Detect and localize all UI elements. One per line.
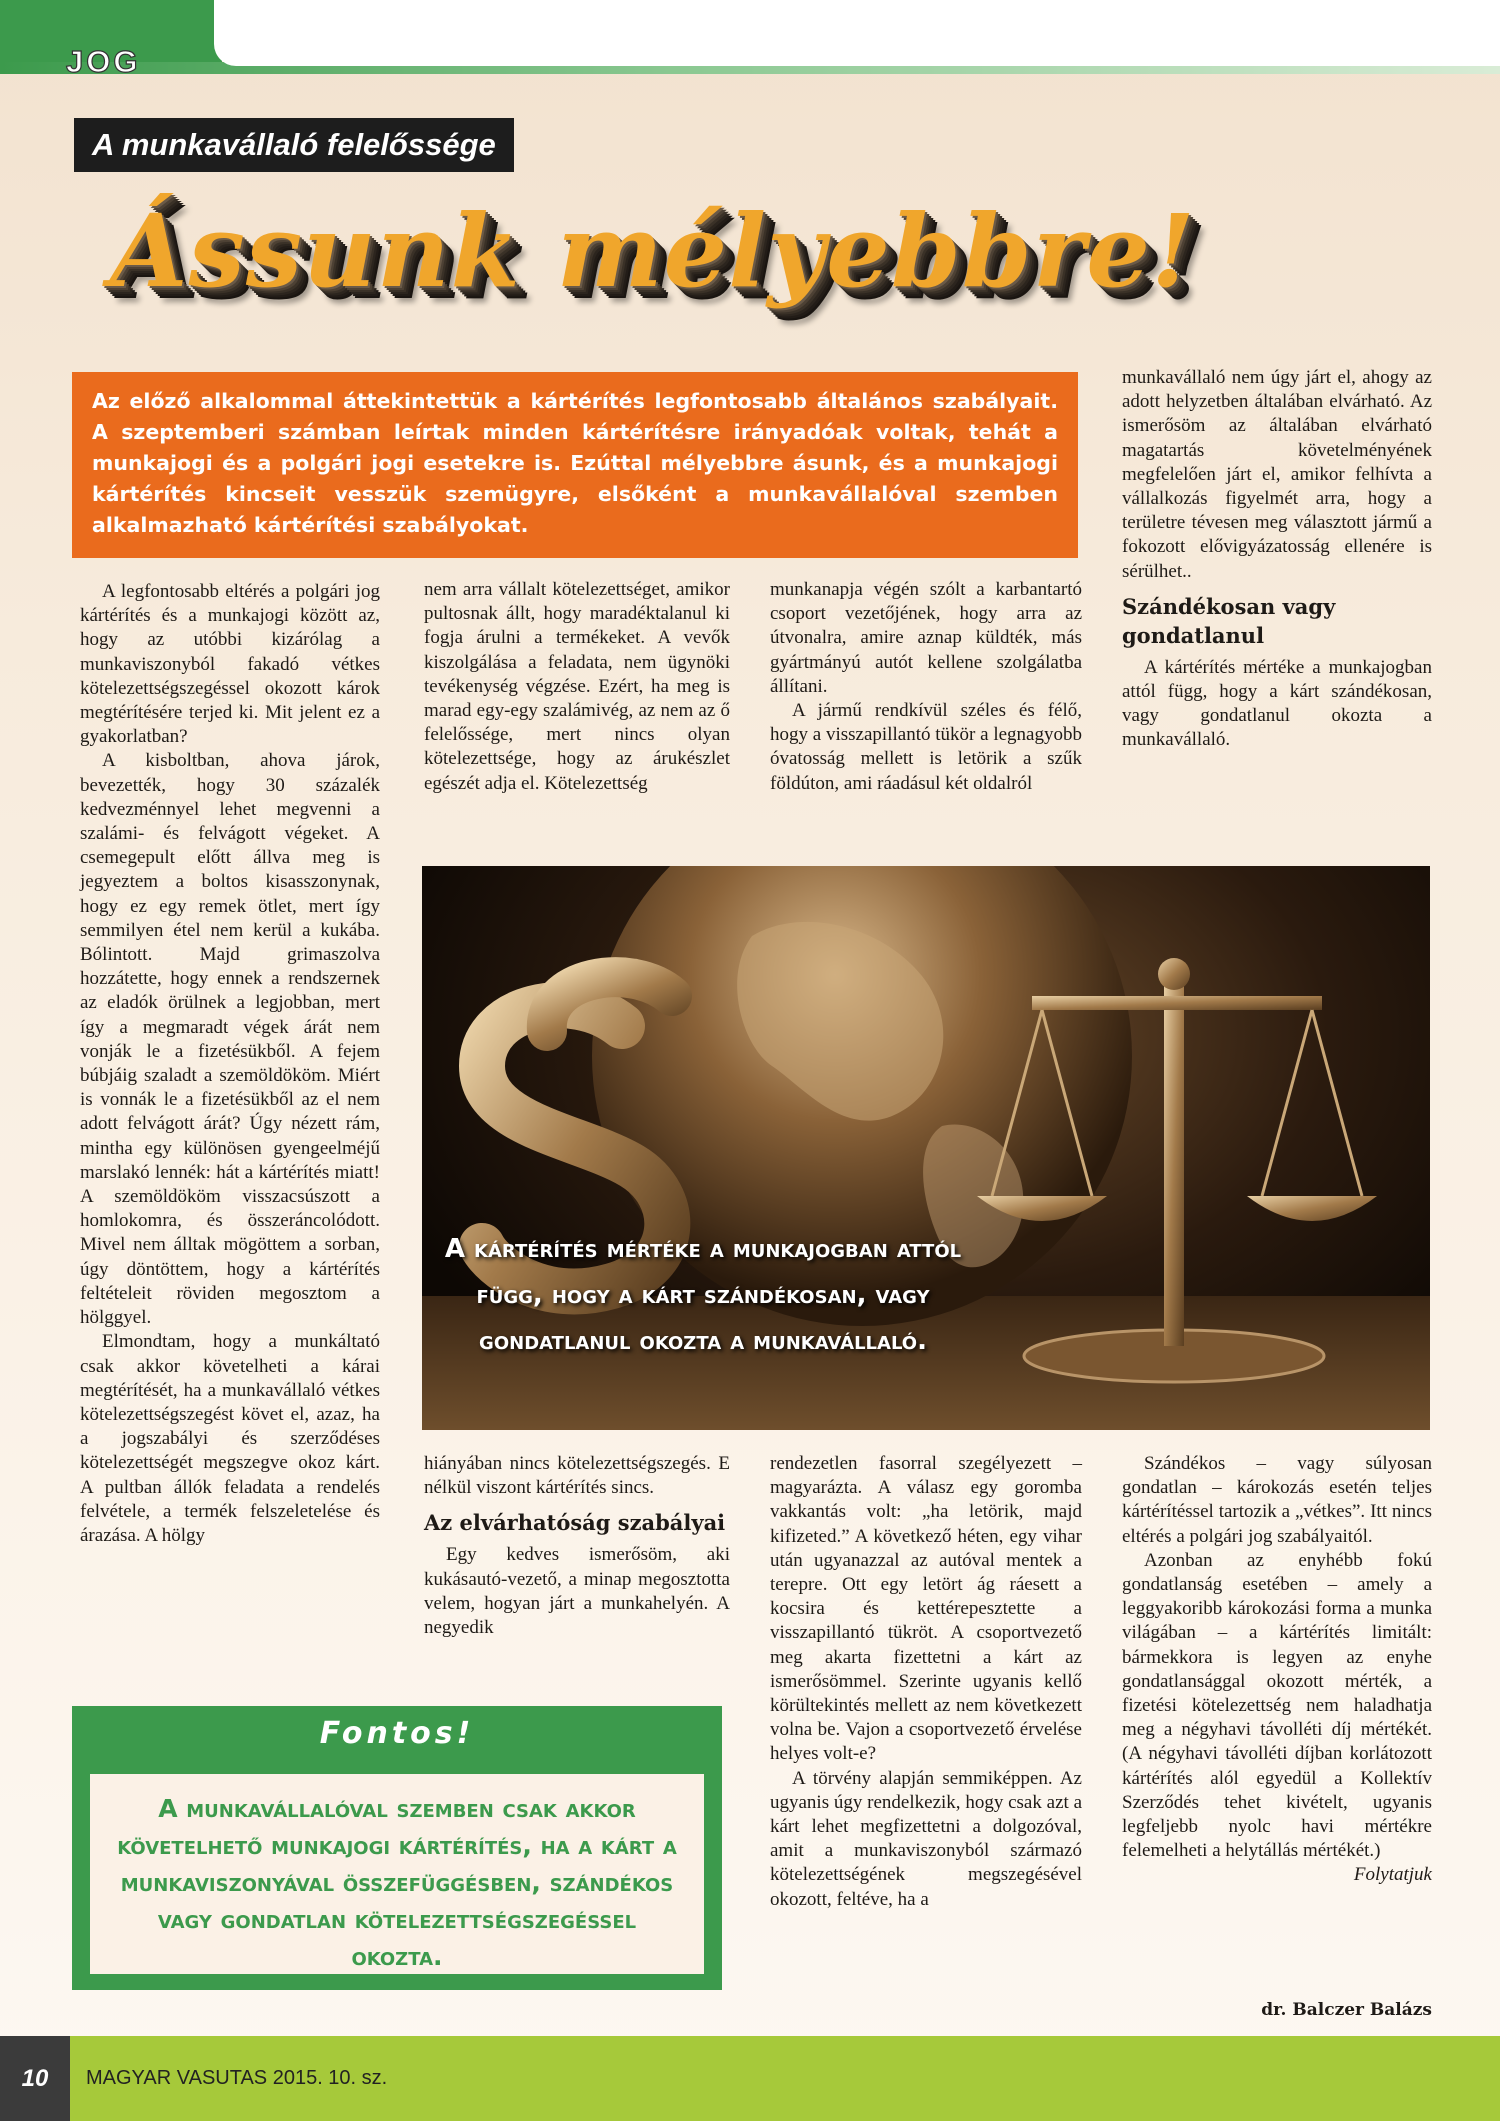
column-3-bottom [770,1452,1082,1912]
paragraph: A kisboltban, ahova járok, bevezették, hogy 30 százalék kedvezménnyel lehet megvenni a szalámi- és felvágott végeket. A csemegepult előtt állva meg is jegyeztem a boltos kisasszonynak, hogy ez egy remek ötlet, mert így semmilyen étel nem kerül a kukába. Bólintott. Majd grimaszolva hozzátette, hogy ennek a rendszernek az eladók örülnek a legjobban, mert így a megmaradt végek árát nem vonják le a fizetésükből. A fejem búbjáig szaladt a szemöldököm. Miért is vonnák le a fizetésükből az el nem adott felvágott árát? Úgy nézett rám, mintha egy különösen gyengeelméjű marslakó lennék: hát a kártérítés miatt! A szemöldököm visszacsúszott a homlokomra, és összeráncolódott. Mivel nem álltak mögöttem a sorban, úgy döntöttem, hogy a kártérítés feltételeit röviden megosztom a hölggyel. [80,750,380,1329]
subheading: Az elvárhatóság szabályai [424,1510,726,1536]
paragraph: A legfontosabb eltérés a polgári jog kártérítés és a munkajogi között az, hogy az utóbbi kizárólag a munkaviszonyból fakadó vétkes kötelezettségszegéssel okozott károk megtérítésére terjed ki. Mit jelent ez a gyakorlatban? [80,581,380,748]
headline: Ássunk mélyebbre! [110,192,1196,310]
column-1 [80,580,380,1548]
publication-name: MAGYAR VASUTAS 2015. 10. sz. [86,2067,388,2089]
column-2-top [424,578,730,796]
author-byline: dr. Balczer Balázs [1261,2000,1432,2020]
paragraph: A törvény alapján semmiképpen. Az ugyanis úgy rendelkezik, hogy csak azt a kárt lehet megfizettetni a dolgozóval, amit a munkaviszonyból származó kötelezettségének megszegésével okozott, feltéve, ha a [770,1767,1082,1910]
paragraph: Egy kedves ismerősöm, aki kukásautó-vezető, a minap megosztotta velem, hogyan járt a munkahelyén. A negyedik [424,1544,730,1639]
lead-box: Az előző alkalommal áttekintettük a kártérítés legfontosabb általános szabályait. A szeptemberi számban leírtak minden kártérítésre irányadóak voltak, tehát a munkajogi és a polgári jogi esetekre is. Ezúttal mélyebbre ásunk, és a munkajogi kártérítés kincseit vesszük szemügyre, elsőként a munkavállalóval szemben alkalmazható kártérítési szabályokat. [72,372,1078,558]
paragraph: munkavállaló nem úgy járt el, ahogy az adott helyzetben általában elvárható. Az ismerősöm az általában elvárható magatartás követelményének megfelelően járt el, amikor felhívta a vállalkozás figyelmét arra, hogy a területre tévesen meg választott jármű a fokozott elővigyázatosság ellenére is sérülhet.. [1122,367,1432,582]
scales-top [1158,958,1190,990]
page-number: 10 [0,2036,70,2121]
paragraph: Elmondtam, hogy a munkáltató csak akkor követelheti a kárai megtérítését, ha a munkavállaló vétkes kötelezettségszegést követ el, azaz, ha a jogszabályi és szerződéses kötelezettségét megszegve okoz kárt. A pultban állók feladata a rendelés felvétele, a termék felszeletelése és árazása. A hölgy [80,1331,380,1546]
scales-beam [1032,996,1322,1010]
fontos-box [72,1706,722,1990]
scales-chain [1262,1010,1312,1196]
paragraph: rendezetlen fasorral szegélyezett – magyarázta. A válasz egy goromba vakkantás volt: „ha letörik, majd kifizeted.” A következő héten, egy vihar után ugyanazzal az autóval mentek a terepre. Ott egy letört ág ráesett a kocsira és kettérepesztette a visszapillantó tükröt. A csoportvezető meg akarta fizettetni a kárt az ismerősömmel. Szerinte ugyanis kellő körültekintés mellett az nem következett volna be. Vajon a csoportvezető érvelése helyes volt-e? [770,1453,1082,1765]
paragraph: hiányában nincs kötelezettségszegés. E nélkül viszont kártérítés sincs. [424,1453,730,1499]
scales-pan-right [1247,1196,1377,1221]
column-4-bottom [1122,1452,1432,1888]
subheading: Szándékosan vagy gondatlanul [1122,593,1336,648]
scales-chain [1312,1010,1362,1196]
scales-pole [1164,986,1184,1346]
paragraph: munkanapja végén szólt a karbantartó csoport vezetőjének, hogy arra az útvonalra, amire aznap küldték, más gyártmányú autót kellene szolgálatba állítani. [770,579,1082,697]
paragraph: Szándékos – vagy súlyosan gondatlan – károkozás esetén teljes kártérítéssel tartozik a „vétkes”. Itt nincs eltérés a polgári jog szabályaitól. [1122,1453,1432,1547]
column-2-bottom [424,1452,730,1640]
feature-photo [422,866,1430,1430]
kicker: A munkavállaló felelőssége [74,118,514,172]
photo-caption: A kártérítés mértéke a munkajogban attól függ, hogy a kárt szándékosan, vagy gondatlanul okozta a munkavállaló. [444,1234,962,1356]
paragraph: A jármű rendkívül széles és félő, hogy a visszapillantó tükör a legnagyobb óvatosság mellett is letörik a szűk földúton, ami ráadásul két oldalról [770,700,1082,794]
continued-note: Folytatjuk [1353,1864,1432,1886]
column-4-top [1122,366,1432,753]
header-white-panel [214,0,1500,66]
fontos-title: Fontos! [319,1716,475,1751]
paragraph: Azonban az enyhébb fokú gondatlanság esetében – amely a leggyakoribb károkozási forma a munka világában – a kártérítés limitált: bármekkora is legyen az enyhe gondatlansággal okozott mérték, a fizetési kötelezettség nem haladhatja meg a négyhavi távolléti díj mértékét. (A négyhavi távolléti díjban korlátozott kártérítés alól egyedül a Kollektív Szerződés tehet kivételt, ugyanis legfeljebb nyolc havi mértékre felemelheti a helytállás mértékét.) [1122,1549,1432,1862]
column-3-top [770,578,1082,796]
paragraph: A kártérítés mértéke a munkajogban attól függ, hogy a kárt szándékosan, vagy gondatlanul okozta a munkavállaló. [1122,656,1432,751]
section-label: JOG [66,44,141,79]
paragraph: nem arra vállalt kötelezettséget, amikor pultosnak állt, hogy maradéktalanul ki fogja árulni a termékeket. A vevők kiszolgálása a feladata, nem ügynöki tevékenység végzése. Ezért, ha meg is marad egy-egy szalámivég, az nem az ő felelőssége, mert nincs olyan kötelezettsége, hogy az árukészlet egészét adja el. Kötelezettség [424,579,730,794]
fontos-text: A munkavállalóval szemben csak akkor követelhető munkajogi kártérítés, ha a kárt a munkaviszonyával összefüggésben, szándékos vagy gondatlan kötelezettségszegéssel okozta. [90,1774,704,1974]
